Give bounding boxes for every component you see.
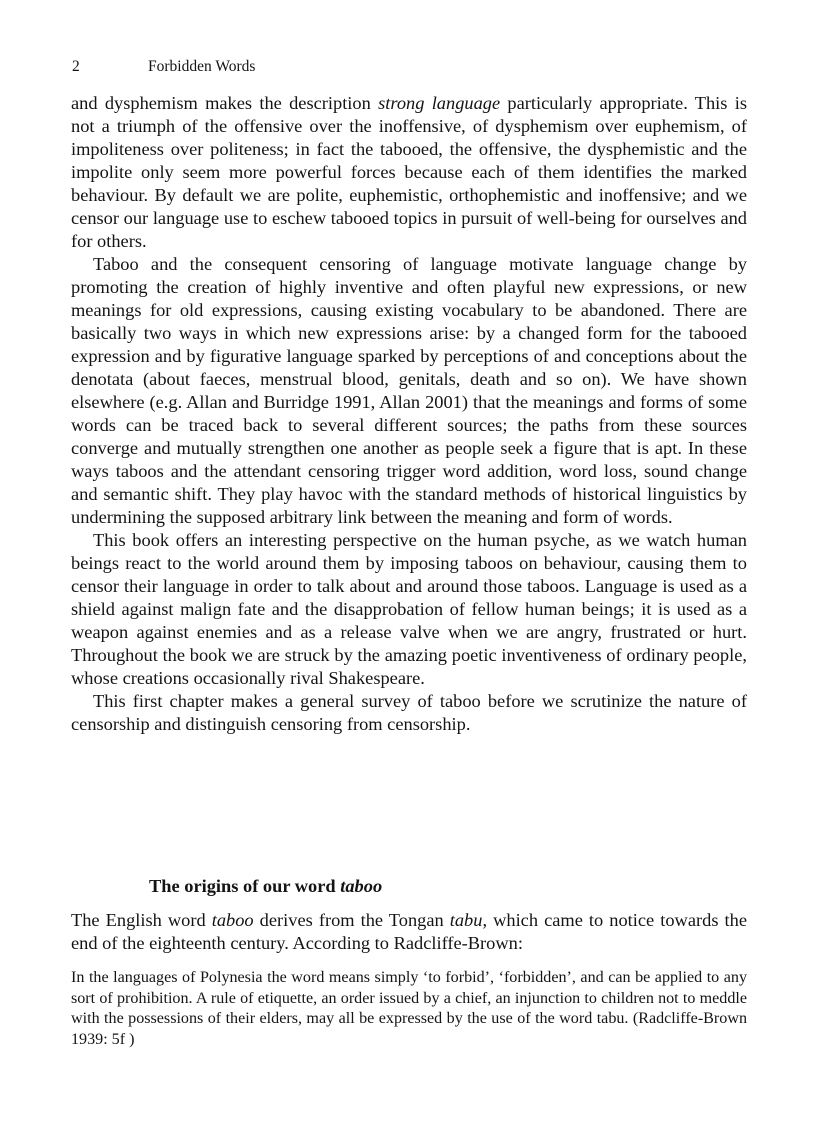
- paragraph-text: derives from the Tongan: [253, 910, 450, 930]
- paragraph: Taboo and the consequent censoring of language motivate language change by promoting the creation of highly inventive and often playful new expressions, or new meanings for old expressions, causing existing vocabulary to be abandoned. There are basically two ways in which new expressions arise: by a changed form for the tabooed expression and by figurative language sparked by perceptions of and conceptions about the denotata (about faeces, menstrual blood, genitals, death and so on). We have shown elsewhere (e.g. Allan and Burridge 1991, Allan 2001) that the meanings and forms of some words can be traced back to several different sources; the paths from these sources converge and mutually strengthen one another as people seek a figure that is apt. In these ways taboos and the attendant censoring trigger word addition, word loss, sound change and semantic shift. They play havoc with the standard methods of historical linguistics by undermining the supposed arbitrary link between the meaning and form of words.: [71, 254, 747, 527]
- paragraph-text: , which came to notice towards the end of the eighteenth century. According to Radcliffe-Brown:: [71, 910, 747, 953]
- paragraph-text: and dysphemism makes the description: [71, 93, 379, 113]
- page-number: 2: [72, 58, 80, 75]
- emphasis-text: strong language: [378, 93, 501, 113]
- paragraph-continued: [71, 92, 747, 253]
- section-heading-text: The origins of our word: [149, 876, 341, 896]
- section-paragraph: [71, 909, 747, 955]
- emphasis-text: tabu: [449, 910, 483, 930]
- section-heading: [149, 875, 382, 897]
- paragraph: This book offers an interesting perspective on the human psyche, as we watch human beings react to the world around them by imposing taboos on behaviour, causing them to censor their language in order to talk about and around those taboos. Language is used as a shield against malign fate and the disapprobation of fellow human beings; it is used as a weapon against enemies and as a release valve when we are angry, frustrated or hurt. Throughout the book we are struck by the amazing poetic inventiveness of ordinary people, whose creations occasionally rival Shakespeare.: [71, 530, 747, 688]
- paragraph-text: The English word: [71, 910, 212, 930]
- section-heading-italic: taboo: [340, 876, 383, 896]
- paragraph-text: particularly appropriate. This is not a triumph of the offensive over the inoffensive, of dysphemism over euphemism, of impoliteness over politeness; in fact the tabooed, the offensive, the dysphemistic and the impolite only seem more powerful forces because each of them identifies the marked behaviour. By default we are polite, euphemistic, orthophemistic and inoffensive; and we censor our language use to eschew tabooed topics in pursuit of well-being for ourselves and for others.: [71, 93, 747, 251]
- running-head: [72, 57, 255, 77]
- body-text: [71, 92, 747, 736]
- paragraph: This first chapter makes a general survey of taboo before we scrutinize the nature of censorship and distinguish censoring from censorship.: [71, 691, 747, 734]
- block-quote: In the languages of Polynesia the word means simply ‘to forbid’, ‘forbidden’, and can be applied to any sort of prohibition. A rule of etiquette, an order issued by a chief, an injunction to children not to meddle with the possessions of their elders, may all be expressed by the use of the word tabu. (Radcliffe-Brown 1939: 5f ): [71, 969, 747, 1048]
- running-title: Forbidden Words: [148, 58, 256, 75]
- emphasis-text: taboo: [211, 910, 254, 930]
